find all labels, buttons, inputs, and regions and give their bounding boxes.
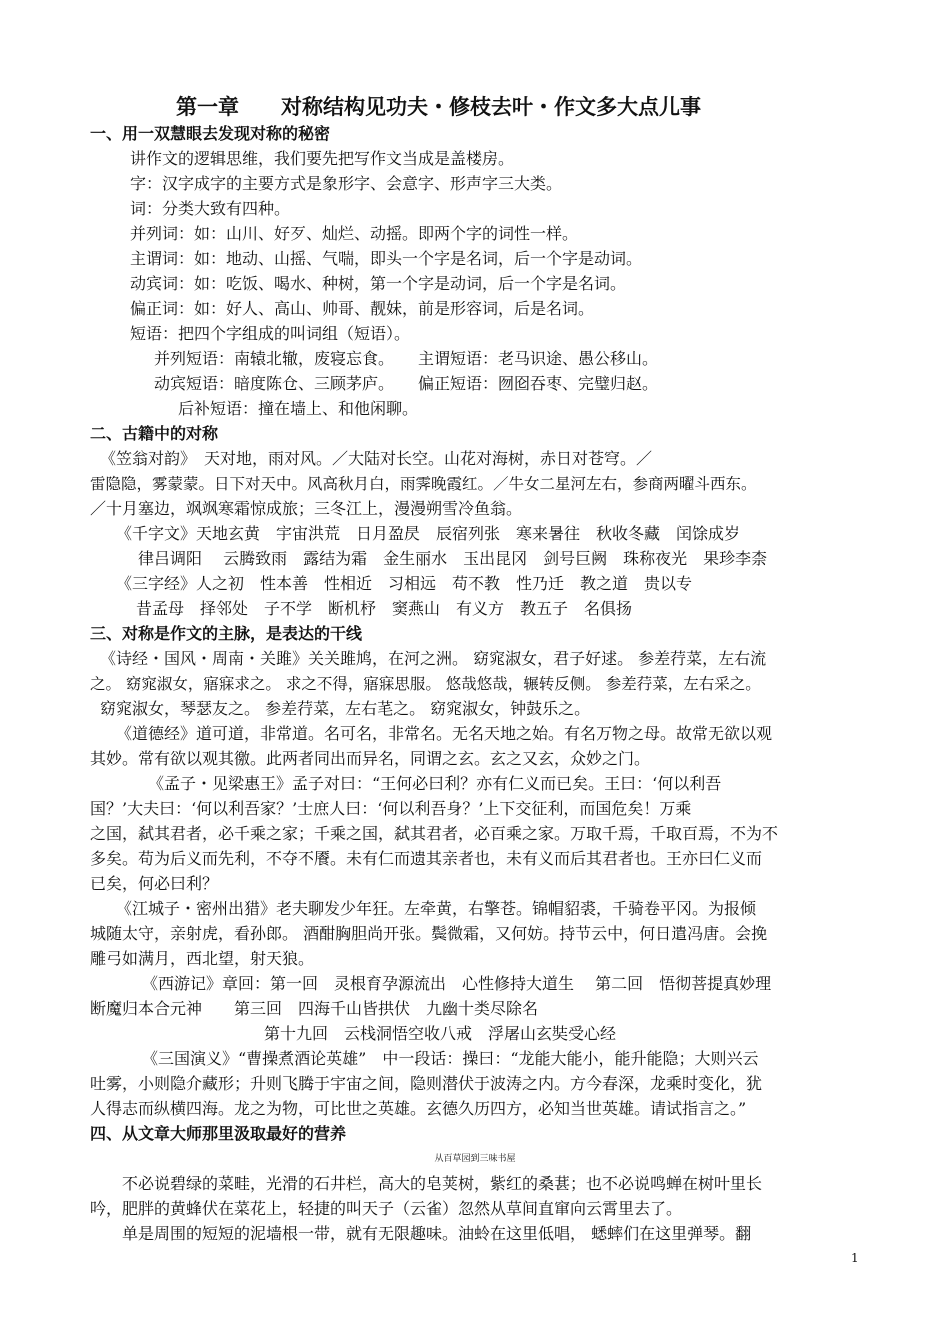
s1-line-5: 主谓词：如：地动、山摇、气喘，即头一个字是名词，后一个字是动词。 xyxy=(130,249,643,268)
s2-line-4: 《千字文》天地玄黄 宇宙洪荒 日月盈昃 辰宿列张 寒来暑往 秋收冬藏 闰馀成岁 xyxy=(116,524,741,543)
s3-line-13: 雕弓如满月，西北望，射天狼。 xyxy=(90,949,315,968)
s1-line-8: 短语：把四个字组成的叫词组（短语）。 xyxy=(130,324,411,343)
s3-line-10: 已矣，何必曰利？ xyxy=(90,874,219,893)
s1-line-2: 字：汉字成字的主要方式是象形字、会意字、形声字三大类。 xyxy=(130,174,563,193)
s3-line-3: 窈窕淑女，琴瑟友之。 参差荇菜，左右芼之。 窈窕淑女，钟鼓乐之。 xyxy=(100,699,591,718)
s3-line-1: 《诗经・国风・周南・关雎》关关雎鸠，在河之洲。 窈窕淑女，君子好逑。 参差荇菜，左右流 xyxy=(100,649,767,668)
s3-line-8: 之国，弑其君者，必千乘之家；千乘之国，弑其君者，必百乘之家。万取千焉，千取百焉，不为不 xyxy=(90,824,779,843)
page-title: 第一章 对称结构见功夫・修枝去叶・作文多大点儿事 xyxy=(176,95,701,119)
s3-line-14: 《西游记》章回：第一回 灵根育孕源流出 心性修持大道生 第二回 悟彻菩提真妙理 xyxy=(142,974,772,993)
s3-line-15: 断魔归本合元神 第三回 四海千山皆拱伏 九幽十类尽除名 xyxy=(90,999,539,1018)
s3-line-7: 国？’大夫曰：‘何以利吾家？’士庶人曰：‘何以利吾身？’上下交征利，而国危矣！万乘 xyxy=(90,799,692,818)
s1-line-1: 讲作文的逻辑思维，我们要先把写作文当成是盖楼房。 xyxy=(130,149,515,168)
s3-line-5: 其妙。常有欲以观其徼。此两者同出而异名，同谓之玄。玄之又玄，众妙之门。 xyxy=(90,749,651,768)
s3-line-9: 多矣。苟为后义而先利，不夺不餍。未有仁而遗其亲者也，未有义而后其君者也。王亦曰仁义而 xyxy=(90,849,763,868)
s1-line-4: 并列词：如：山川、好歹、灿烂、动摇。即两个字的词性一样。 xyxy=(130,224,579,243)
s3-line-11: 《江城子・密州出猎》老夫聊发少年狂。左牵黄，右擎苍。锦帽貂裘，千骑卷平冈。为报倾 xyxy=(116,899,757,918)
s3-line-17: 《三国演义》“曹操煮酒论英雄” 中一段话：操曰：“龙能大能小，能升能隐；大则兴云 xyxy=(142,1049,759,1068)
s3-line-2: 之。 窈窕淑女，寤寐求之。 求之不得，寤寐思服。 悠哉悠哉，辗转反侧。 参差荇菜，左右采之。 xyxy=(90,675,761,693)
s2-line-5: 律吕调阳 云腾致雨 露结为霜 金生丽水 玉出昆冈 剑号巨阙 珠称夜光 果珍李柰 xyxy=(138,549,768,568)
s3-line-18: 吐雾，小则隐介藏形；升则飞腾于宇宙之间，隐则潜伏于波涛之内。方今春深，龙乘时变化，犹 xyxy=(90,1074,763,1093)
s3-line-6: 《孟子・见梁惠王》孟子对曰：“王何必曰利？亦有仁义而已矣。王曰：‘何以利吾 xyxy=(148,774,722,793)
s1-line-10: 动宾短语：暗度陈仓、三顾茅庐。 偏正短语：囫囵吞枣、完璧归赵。 xyxy=(154,374,659,393)
s1-line-3: 词：分类大致有四种。 xyxy=(130,199,291,218)
s1-line-9: 并列短语：南辕北辙，废寝忘食。 主谓短语：老马识途、愚公移山。 xyxy=(154,349,659,368)
s4-line-2: 吟，肥胖的黄蜂伏在菜花上，轻捷的叫天子（云雀）忽然从草间直窜向云霄里去了。 xyxy=(90,1199,683,1218)
page-number: 1 xyxy=(851,1251,859,1265)
s3-line-4: 《道德经》道可道，非常道。名可名，非常名。无名天地之始。有名万物之母。故常无欲以观 xyxy=(116,724,773,743)
s2-line-1: 《笠翁对韵》 天对地，雨对风。／大陆对长空。山花对海树，赤日对苍穹。／ xyxy=(100,449,653,468)
section-heading-3: 三、对称是作文的主脉，是表达的干线 xyxy=(90,624,363,643)
s1-line-7: 偏正词：如：好人、高山、帅哥、靓妹，前是形容词，后是名词。 xyxy=(130,299,595,318)
s3-line-16: 第十九回 云栈洞悟空收八戒 浮屠山玄奘受心经 xyxy=(264,1024,617,1043)
section-heading-4: 四、从文章大师那里汲取最好的营养 xyxy=(90,1124,347,1143)
s2-line-6: 《三字经》人之初 性本善 性相近 习相远 苟不教 性乃迁 教之道 贵以专 xyxy=(116,574,693,593)
section-heading-1: 一、用一双慧眼去发现对称的秘密 xyxy=(90,124,331,143)
s3-line-19: 人得志而纵横四海。龙之为物，可比世之英雄。玄德久历四方，必知当世英雄。请试指言之。” xyxy=(90,1099,747,1118)
s2-line-3: ／十月塞边，飒飒寒霜惊成旅；三冬江上，漫漫朔雪冷鱼翁。 xyxy=(90,499,523,518)
s3-line-12: 城随太守，亲射虎，看孙郎。 酒酣胸胆尚开张。鬓微霜，又何妨。持节云中，何日遣冯唐。会挽 xyxy=(90,924,768,943)
s2-line-7: 昔孟母 择邻处 子不学 断机杼 窦燕山 有义方 教五子 名俱扬 xyxy=(136,599,633,618)
s2-line-2: 雷隐隐，雾蒙蒙。日下对天中。风高秋月白，雨霁晚霞红。／牛女二星河左右，参商两曜斗西东。 xyxy=(90,475,757,493)
essay-title: 从百草园到三味书屋 xyxy=(434,1154,516,1164)
s4-line-3: 单是周围的短短的泥墙根一带，就有无限趣味。油蛉在这里低唱， 蟋蟀们在这里弹琴。翻 xyxy=(122,1224,752,1243)
s1-line-11: 后补短语：撞在墙上、和他闲聊。 xyxy=(178,399,419,418)
s4-line-1: 不必说碧绿的菜畦，光滑的石井栏，高大的皂荚树，紫红的桑葚；也不必说鸣蝉在树叶里长 xyxy=(122,1174,763,1193)
s1-line-6: 动宾词：如：吃饭、喝水、种树，第一个字是动词，后一个字是名词。 xyxy=(130,274,627,293)
section-heading-2: 二、古籍中的对称 xyxy=(90,424,219,443)
